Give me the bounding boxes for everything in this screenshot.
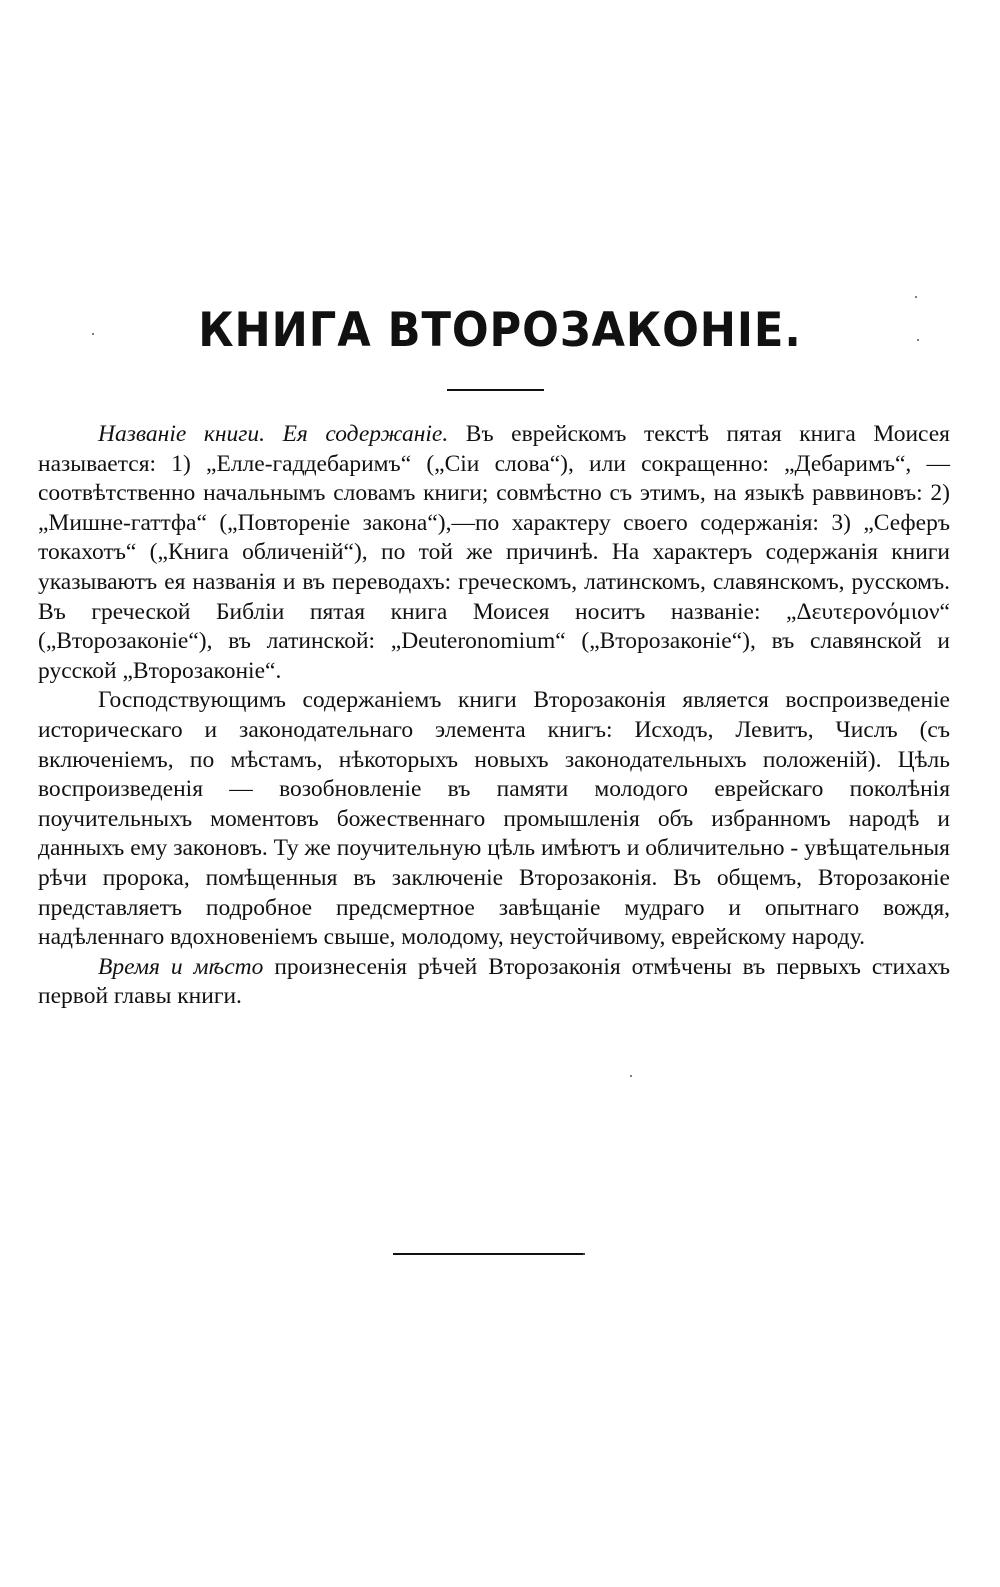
scan-speck [917,339,919,341]
paragraph-time-place [38,953,950,1012]
paragraph-text: Господствующимъ содержаніемъ книги Второзаконія является воспроизведеніе историческаго и законодательнаго элемента книгъ: Исходъ, Левитъ, Числъ (съ включеніемъ, по мѣстамъ, нѣкоторыхъ новыхъ законодательныхъ положеній). Цѣль воспроизведенія — возобновленіе въ памяти молодого еврейскаго поколѣнія поучительныхъ моментовъ божественнаго промышленія объ избранномъ народѣ и данныхъ ему законовъ. Ту же поучительную цѣль имѣютъ и обличительно - увѣщательныя рѣчи пророка, помѣщенныя въ заключеніе Второзаконія. Въ общемъ, Второзаконіе представляетъ подробное предсмертное завѣщаніе мудраго и опытнаго вождя, надѣленнаго вдохновеніемъ свыше, молодому, неустойчивому, еврейскому народу. [38,687,950,951]
paragraph-text: Въ еврейскомъ текстѣ пятая книга Моисея называется: 1) „Елле-гаддебаримъ“ („Сіи слова“), или сокращенно: „Дебаримъ“, — соотвѣтственно начальнымъ словамъ книги; совмѣстно съ этимъ, на языкѣ раввиновъ: 2) „Мишне-гаттфа“ („Повтореніе закона“),—по характеру своего содержанія: 3) „Сеферъ токахотъ“ („Книга обличеній“), по той же причинѣ. На характеръ содержанія книги указываютъ ея названія и въ переводахъ: греческомъ, латинскомъ, славянскомъ, русскомъ. Въ греческой Библіи пятая книга Моисея носитъ названіе: „Δευτερονόμιον“ („Второзаконіе“), въ латинской: „Deuteronomium“ („Второзаконіе“), въ славянской и русской „Второзаконіе“. [38,421,950,684]
scan-speck [630,1075,632,1077]
scan-speck [92,333,94,335]
closing-divider [393,1253,585,1255]
body-text [38,420,950,1012]
scan-speck [583,1253,585,1255]
paragraph-main-content [38,686,950,952]
paragraph-text: произнесенія рѣчей Второзаконія отмѣчены въ первыхъ стихахъ первой главы книги. [38,953,950,1010]
paragraph-title-contents [38,420,950,686]
page-title: КНИГА ВТОРОЗАКОНІЕ. [198,303,802,358]
paragraph-lead-heading: Названіе книги. Ея содержаніе. [98,421,449,447]
paragraph-lead-heading: Время и мѣсто [98,953,264,980]
title-divider [447,389,544,391]
scan-speck [915,296,917,298]
